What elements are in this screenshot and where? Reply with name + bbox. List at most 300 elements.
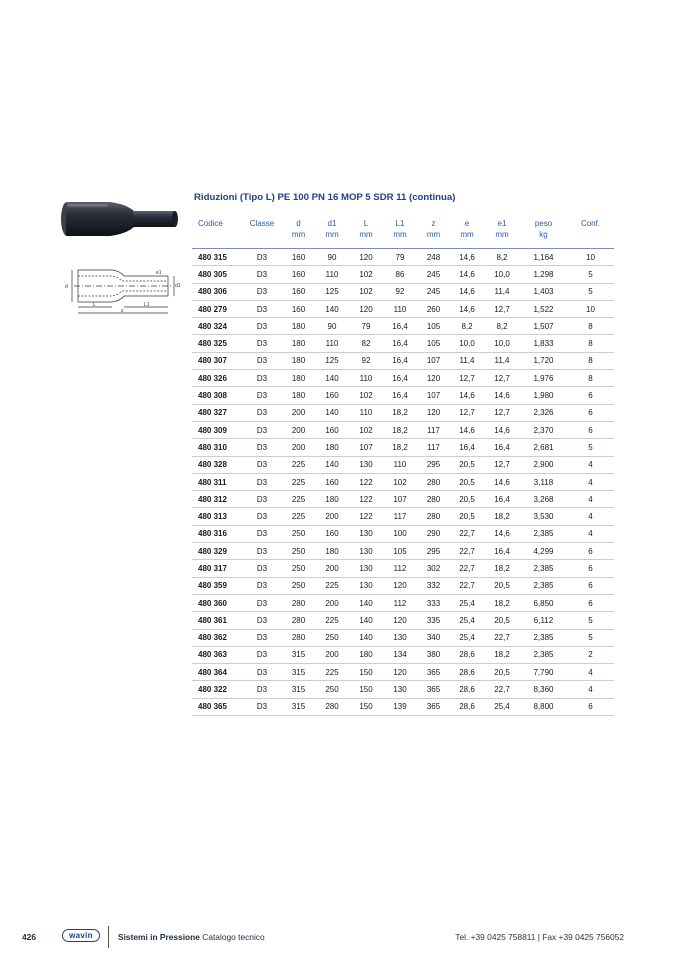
table-cell: 225 xyxy=(282,508,315,525)
table-cell: 130 xyxy=(349,456,383,473)
table-cell: 110 xyxy=(315,335,349,352)
table-cell: 90 xyxy=(315,249,349,266)
table-row xyxy=(192,629,614,646)
table-cell: 180 xyxy=(282,335,315,352)
table-cell: 225 xyxy=(315,664,349,681)
table-cell: 110 xyxy=(315,266,349,283)
table-cell: 112 xyxy=(383,594,417,611)
product-code: 480 307 xyxy=(192,352,242,369)
table-cell: 225 xyxy=(315,612,349,629)
table-row xyxy=(192,439,614,456)
table-cell: 315 xyxy=(282,698,315,715)
column-header xyxy=(383,214,417,249)
column-label: e xyxy=(464,219,470,228)
product-code: 480 309 xyxy=(192,421,242,438)
table-cell: 160 xyxy=(282,249,315,266)
table-cell: 112 xyxy=(383,560,417,577)
table-cell: 117 xyxy=(417,439,450,456)
column-header xyxy=(450,214,484,249)
table-cell: 4 xyxy=(567,681,614,698)
table-cell: 22,7 xyxy=(484,629,520,646)
table-cell: 260 xyxy=(417,300,450,317)
product-code: 480 305 xyxy=(192,266,242,283)
table-cell: 12,7 xyxy=(484,300,520,317)
table-cell: 150 xyxy=(349,698,383,715)
product-code: 480 324 xyxy=(192,318,242,335)
table-cell: 5 xyxy=(567,266,614,283)
product-code: 480 359 xyxy=(192,577,242,594)
table-cell: 120 xyxy=(349,300,383,317)
table-row xyxy=(192,370,614,387)
table-cell: 4 xyxy=(567,508,614,525)
table-row xyxy=(192,698,614,715)
table-cell: 12,7 xyxy=(484,370,520,387)
table-cell: 20,5 xyxy=(450,456,484,473)
table-body xyxy=(192,249,614,716)
table-cell: 125 xyxy=(315,352,349,369)
table-row xyxy=(192,612,614,629)
column-header xyxy=(242,214,282,249)
product-code: 480 326 xyxy=(192,370,242,387)
table-cell: 11,4 xyxy=(484,283,520,300)
table-cell: 16,4 xyxy=(484,543,520,560)
table-cell: 200 xyxy=(282,421,315,438)
table-cell: 200 xyxy=(315,594,349,611)
table-row xyxy=(192,318,614,335)
table-cell: 14,6 xyxy=(484,473,520,490)
table-cell: 8 xyxy=(567,335,614,352)
table-cell: 1,976 xyxy=(520,370,567,387)
table-cell: 18,2 xyxy=(484,508,520,525)
table-cell: 160 xyxy=(282,283,315,300)
table-title: Riduzioni (Tipo L) PE 100 PN 16 MOP 5 SDR 11 (continua) xyxy=(194,192,456,203)
table-cell: 150 xyxy=(349,681,383,698)
column-label: z xyxy=(431,219,436,228)
table-cell: 335 xyxy=(417,612,450,629)
table-cell: 20,5 xyxy=(450,491,484,508)
table-row xyxy=(192,387,614,404)
table-row xyxy=(192,352,614,369)
table-cell: 10,0 xyxy=(484,335,520,352)
table-row xyxy=(192,249,614,266)
table-cell: 200 xyxy=(282,404,315,421)
table-cell: D3 xyxy=(242,266,282,283)
table-cell: 302 xyxy=(417,560,450,577)
table-cell: 14,6 xyxy=(450,283,484,300)
table-cell: 6,850 xyxy=(520,594,567,611)
table-cell: 4 xyxy=(567,525,614,542)
table-cell: 120 xyxy=(417,404,450,421)
contact-info: Tel. +39 0425 758811 | Fax +39 0425 756052 xyxy=(455,932,624,942)
table-cell: 14,6 xyxy=(450,387,484,404)
table-cell: 3,268 xyxy=(520,491,567,508)
product-code: 480 365 xyxy=(192,698,242,715)
table-cell: 4,299 xyxy=(520,543,567,560)
column-unit: mm xyxy=(325,230,339,239)
table-cell: 139 xyxy=(383,698,417,715)
table-cell: 130 xyxy=(349,577,383,594)
table-cell: 180 xyxy=(282,352,315,369)
product-code: 480 279 xyxy=(192,300,242,317)
table-cell: 248 xyxy=(417,249,450,266)
table-cell: 2,385 xyxy=(520,646,567,663)
svg-text:z: z xyxy=(121,308,124,314)
table-cell: 365 xyxy=(417,681,450,698)
table-cell: D3 xyxy=(242,646,282,663)
table-cell: 1,833 xyxy=(520,335,567,352)
table-cell: 225 xyxy=(315,577,349,594)
table-cell: 22,7 xyxy=(450,560,484,577)
table-cell: D3 xyxy=(242,698,282,715)
table-row xyxy=(192,456,614,473)
table-cell: 120 xyxy=(383,664,417,681)
table-row xyxy=(192,421,614,438)
table-cell: 5 xyxy=(567,283,614,300)
table-cell: 3,118 xyxy=(520,473,567,490)
table-cell: 102 xyxy=(349,283,383,300)
table-cell: 180 xyxy=(282,318,315,335)
table-cell: 250 xyxy=(315,629,349,646)
table-cell: 86 xyxy=(383,266,417,283)
table-row xyxy=(192,560,614,577)
table-cell: 102 xyxy=(349,421,383,438)
table-cell: 107 xyxy=(383,491,417,508)
table-cell: 380 xyxy=(417,646,450,663)
table-row xyxy=(192,525,614,542)
column-label: L1 xyxy=(395,219,405,228)
table-cell: 22,7 xyxy=(450,577,484,594)
table-cell: 90 xyxy=(315,318,349,335)
table-cell: 122 xyxy=(349,508,383,525)
product-code: 480 310 xyxy=(192,439,242,456)
wavin-logo xyxy=(62,929,100,942)
table-cell: 8 xyxy=(567,370,614,387)
table-cell: 18,2 xyxy=(383,439,417,456)
product-code: 480 327 xyxy=(192,404,242,421)
product-code: 480 306 xyxy=(192,283,242,300)
table-cell: 22,7 xyxy=(450,525,484,542)
table-row xyxy=(192,300,614,317)
column-label: L xyxy=(363,219,369,228)
table-cell: 200 xyxy=(315,646,349,663)
table-cell: 102 xyxy=(383,473,417,490)
table-cell: 102 xyxy=(349,266,383,283)
table-cell: 180 xyxy=(315,439,349,456)
table-cell: D3 xyxy=(242,543,282,560)
table-cell: 100 xyxy=(383,525,417,542)
table-cell: 225 xyxy=(282,473,315,490)
table-cell: 6 xyxy=(567,387,614,404)
catalog-rest: Catalogo tecnico xyxy=(199,932,265,942)
table-cell: 280 xyxy=(417,473,450,490)
column-header xyxy=(315,214,349,249)
table-cell: 16,4 xyxy=(383,387,417,404)
table-cell: 14,6 xyxy=(484,525,520,542)
page-number: 426 xyxy=(22,932,36,942)
table-cell: 28,6 xyxy=(450,664,484,681)
table-cell: 180 xyxy=(349,646,383,663)
table-cell: 11,4 xyxy=(484,352,520,369)
svg-text:d1: d1 xyxy=(175,283,181,289)
table-cell: D3 xyxy=(242,300,282,317)
table-cell: 16,4 xyxy=(484,439,520,456)
table-cell: 1,720 xyxy=(520,352,567,369)
table-cell: 14,6 xyxy=(450,266,484,283)
column-header xyxy=(282,214,315,249)
table-cell: 130 xyxy=(349,560,383,577)
table-cell: 3,530 xyxy=(520,508,567,525)
product-code: 480 329 xyxy=(192,543,242,560)
column-label: Classe xyxy=(249,219,275,228)
table-row xyxy=(192,335,614,352)
table-cell: 122 xyxy=(349,491,383,508)
table-cell: 117 xyxy=(383,508,417,525)
table-cell: 140 xyxy=(349,612,383,629)
product-code: 480 322 xyxy=(192,681,242,698)
table-cell: 20,5 xyxy=(484,664,520,681)
table-cell: 140 xyxy=(349,629,383,646)
table-cell: 2,326 xyxy=(520,404,567,421)
table-cell: 150 xyxy=(349,664,383,681)
table-cell: 92 xyxy=(349,352,383,369)
column-unit: mm xyxy=(393,230,407,239)
table-cell: D3 xyxy=(242,612,282,629)
table-cell: 28,6 xyxy=(450,698,484,715)
svg-text:e1: e1 xyxy=(156,270,162,276)
table-row xyxy=(192,491,614,508)
table-cell: 7,790 xyxy=(520,664,567,681)
table-cell: 250 xyxy=(282,577,315,594)
table-cell: 14,6 xyxy=(484,387,520,404)
table-cell: 315 xyxy=(282,646,315,663)
table-cell: 2,385 xyxy=(520,577,567,594)
table-cell: 6 xyxy=(567,543,614,560)
table-cell: 14,6 xyxy=(450,421,484,438)
table-cell: 1,298 xyxy=(520,266,567,283)
table-cell: 160 xyxy=(315,421,349,438)
table-cell: 16,4 xyxy=(383,335,417,352)
table-row xyxy=(192,646,614,663)
table-cell: 180 xyxy=(282,370,315,387)
table-cell: 333 xyxy=(417,594,450,611)
table-cell: 160 xyxy=(315,387,349,404)
table-cell: 10,0 xyxy=(484,266,520,283)
table-cell: 8,800 xyxy=(520,698,567,715)
table-cell: 110 xyxy=(349,404,383,421)
table-cell: D3 xyxy=(242,508,282,525)
table-cell: 25,4 xyxy=(450,594,484,611)
table-cell: 4 xyxy=(567,491,614,508)
table-cell: 200 xyxy=(282,439,315,456)
table-cell: 290 xyxy=(417,525,450,542)
table-cell: 12,7 xyxy=(450,370,484,387)
table-cell: 250 xyxy=(282,560,315,577)
column-label: peso xyxy=(534,219,553,228)
column-label: d xyxy=(296,219,301,228)
table-cell: 12,7 xyxy=(484,456,520,473)
table-cell: 280 xyxy=(417,508,450,525)
table-cell: 1,164 xyxy=(520,249,567,266)
table-cell: 225 xyxy=(282,491,315,508)
table-cell: D3 xyxy=(242,421,282,438)
table-cell: 20,5 xyxy=(484,577,520,594)
table-cell: 280 xyxy=(417,491,450,508)
table-cell: 28,6 xyxy=(450,681,484,698)
table-cell: 2,385 xyxy=(520,629,567,646)
table-cell: 140 xyxy=(315,370,349,387)
table-cell: 365 xyxy=(417,698,450,715)
table-cell: 120 xyxy=(349,249,383,266)
table-cell: 8,2 xyxy=(484,318,520,335)
table-row xyxy=(192,664,614,681)
table-cell: 140 xyxy=(315,300,349,317)
table-cell: D3 xyxy=(242,404,282,421)
table-row xyxy=(192,283,614,300)
table-cell: 4 xyxy=(567,664,614,681)
table-cell: 340 xyxy=(417,629,450,646)
table-cell: 160 xyxy=(282,266,315,283)
column-unit: kg xyxy=(539,230,548,239)
column-label: d1 xyxy=(327,219,337,228)
table-cell: D3 xyxy=(242,473,282,490)
table-cell: 180 xyxy=(315,491,349,508)
column-label: Conf. xyxy=(580,219,601,228)
table-header-row xyxy=(192,214,614,249)
table-cell: 180 xyxy=(282,387,315,404)
table-cell: 18,2 xyxy=(383,404,417,421)
table-cell: D3 xyxy=(242,629,282,646)
column-unit: mm xyxy=(291,230,306,239)
table-cell: 120 xyxy=(417,370,450,387)
product-code: 480 312 xyxy=(192,491,242,508)
table-cell: 79 xyxy=(349,318,383,335)
table-cell: 6 xyxy=(567,560,614,577)
column-header xyxy=(520,214,567,249)
wavin-logo-text: wavin xyxy=(69,931,93,940)
table-cell: 315 xyxy=(282,664,315,681)
table-cell: 79 xyxy=(383,249,417,266)
table-row xyxy=(192,577,614,594)
table-cell: 5 xyxy=(567,439,614,456)
table-row xyxy=(192,543,614,560)
table-cell: 1,403 xyxy=(520,283,567,300)
table-cell: 8,2 xyxy=(484,249,520,266)
table-cell: D3 xyxy=(242,387,282,404)
table-cell: 4 xyxy=(567,456,614,473)
table-cell: 22,7 xyxy=(450,543,484,560)
table-cell: 6 xyxy=(567,698,614,715)
table-row xyxy=(192,681,614,698)
table-cell: 11,4 xyxy=(450,352,484,369)
table-cell: D3 xyxy=(242,439,282,456)
footer-divider xyxy=(108,926,109,948)
table-cell: 5 xyxy=(567,629,614,646)
table-cell: 20,5 xyxy=(484,612,520,629)
table-cell: D3 xyxy=(242,370,282,387)
column-unit: mm xyxy=(426,230,441,239)
product-code: 480 315 xyxy=(192,249,242,266)
table-cell: D3 xyxy=(242,560,282,577)
table-row xyxy=(192,594,614,611)
table-cell: 6 xyxy=(567,577,614,594)
product-code: 480 360 xyxy=(192,594,242,611)
table-cell: 365 xyxy=(417,664,450,681)
table-cell: 140 xyxy=(315,456,349,473)
column-header xyxy=(567,214,614,249)
table-cell: 280 xyxy=(282,612,315,629)
product-code: 480 313 xyxy=(192,508,242,525)
reducer-table xyxy=(192,214,614,716)
product-code: 480 362 xyxy=(192,629,242,646)
table-cell: 332 xyxy=(417,577,450,594)
table-row xyxy=(192,404,614,421)
table-cell: D3 xyxy=(242,335,282,352)
table-cell: 2,385 xyxy=(520,560,567,577)
table-cell: 295 xyxy=(417,456,450,473)
product-code: 480 316 xyxy=(192,525,242,542)
svg-text:L1: L1 xyxy=(144,302,150,308)
table-cell: 134 xyxy=(383,646,417,663)
column-label: Codice xyxy=(198,219,223,228)
table-cell: 130 xyxy=(349,525,383,542)
column-unit: mm xyxy=(460,230,474,239)
table-cell: 16,4 xyxy=(383,352,417,369)
table-cell: D3 xyxy=(242,249,282,266)
table-cell: 5 xyxy=(567,612,614,629)
table-cell: D3 xyxy=(242,594,282,611)
table-cell: 16,4 xyxy=(383,318,417,335)
table-cell: 280 xyxy=(282,594,315,611)
table-cell: 120 xyxy=(383,577,417,594)
product-code: 480 364 xyxy=(192,664,242,681)
table-cell: 107 xyxy=(417,352,450,369)
product-photo xyxy=(60,190,178,248)
table-cell: 6 xyxy=(567,421,614,438)
svg-text:L: L xyxy=(93,302,96,308)
table-cell: 140 xyxy=(349,594,383,611)
table-cell: 16,4 xyxy=(450,439,484,456)
table-cell: 6,112 xyxy=(520,612,567,629)
table-cell: 105 xyxy=(417,318,450,335)
table-cell: 14,6 xyxy=(450,300,484,317)
table-cell: 18,2 xyxy=(484,594,520,611)
table-cell: D3 xyxy=(242,283,282,300)
table-cell: 130 xyxy=(383,681,417,698)
table-cell: 110 xyxy=(383,456,417,473)
table-cell: 110 xyxy=(349,370,383,387)
svg-text:d: d xyxy=(65,284,68,290)
product-code: 480 363 xyxy=(192,646,242,663)
dimension-drawing xyxy=(60,256,180,316)
table-cell: 82 xyxy=(349,335,383,352)
table-cell: 14,6 xyxy=(450,249,484,266)
table-cell: 22,7 xyxy=(484,681,520,698)
table-cell: 18,2 xyxy=(383,421,417,438)
table-cell: 2 xyxy=(567,646,614,663)
table-cell: 295 xyxy=(417,543,450,560)
table-cell: 125 xyxy=(315,283,349,300)
table-cell: 8,360 xyxy=(520,681,567,698)
table-cell: 160 xyxy=(315,525,349,542)
table-cell: 130 xyxy=(349,543,383,560)
table-cell: 200 xyxy=(315,560,349,577)
product-code: 480 308 xyxy=(192,387,242,404)
table-cell: 6 xyxy=(567,404,614,421)
table-cell: 10 xyxy=(567,249,614,266)
column-header xyxy=(192,214,242,249)
table-cell: 110 xyxy=(383,300,417,317)
table-cell: 16,4 xyxy=(484,491,520,508)
